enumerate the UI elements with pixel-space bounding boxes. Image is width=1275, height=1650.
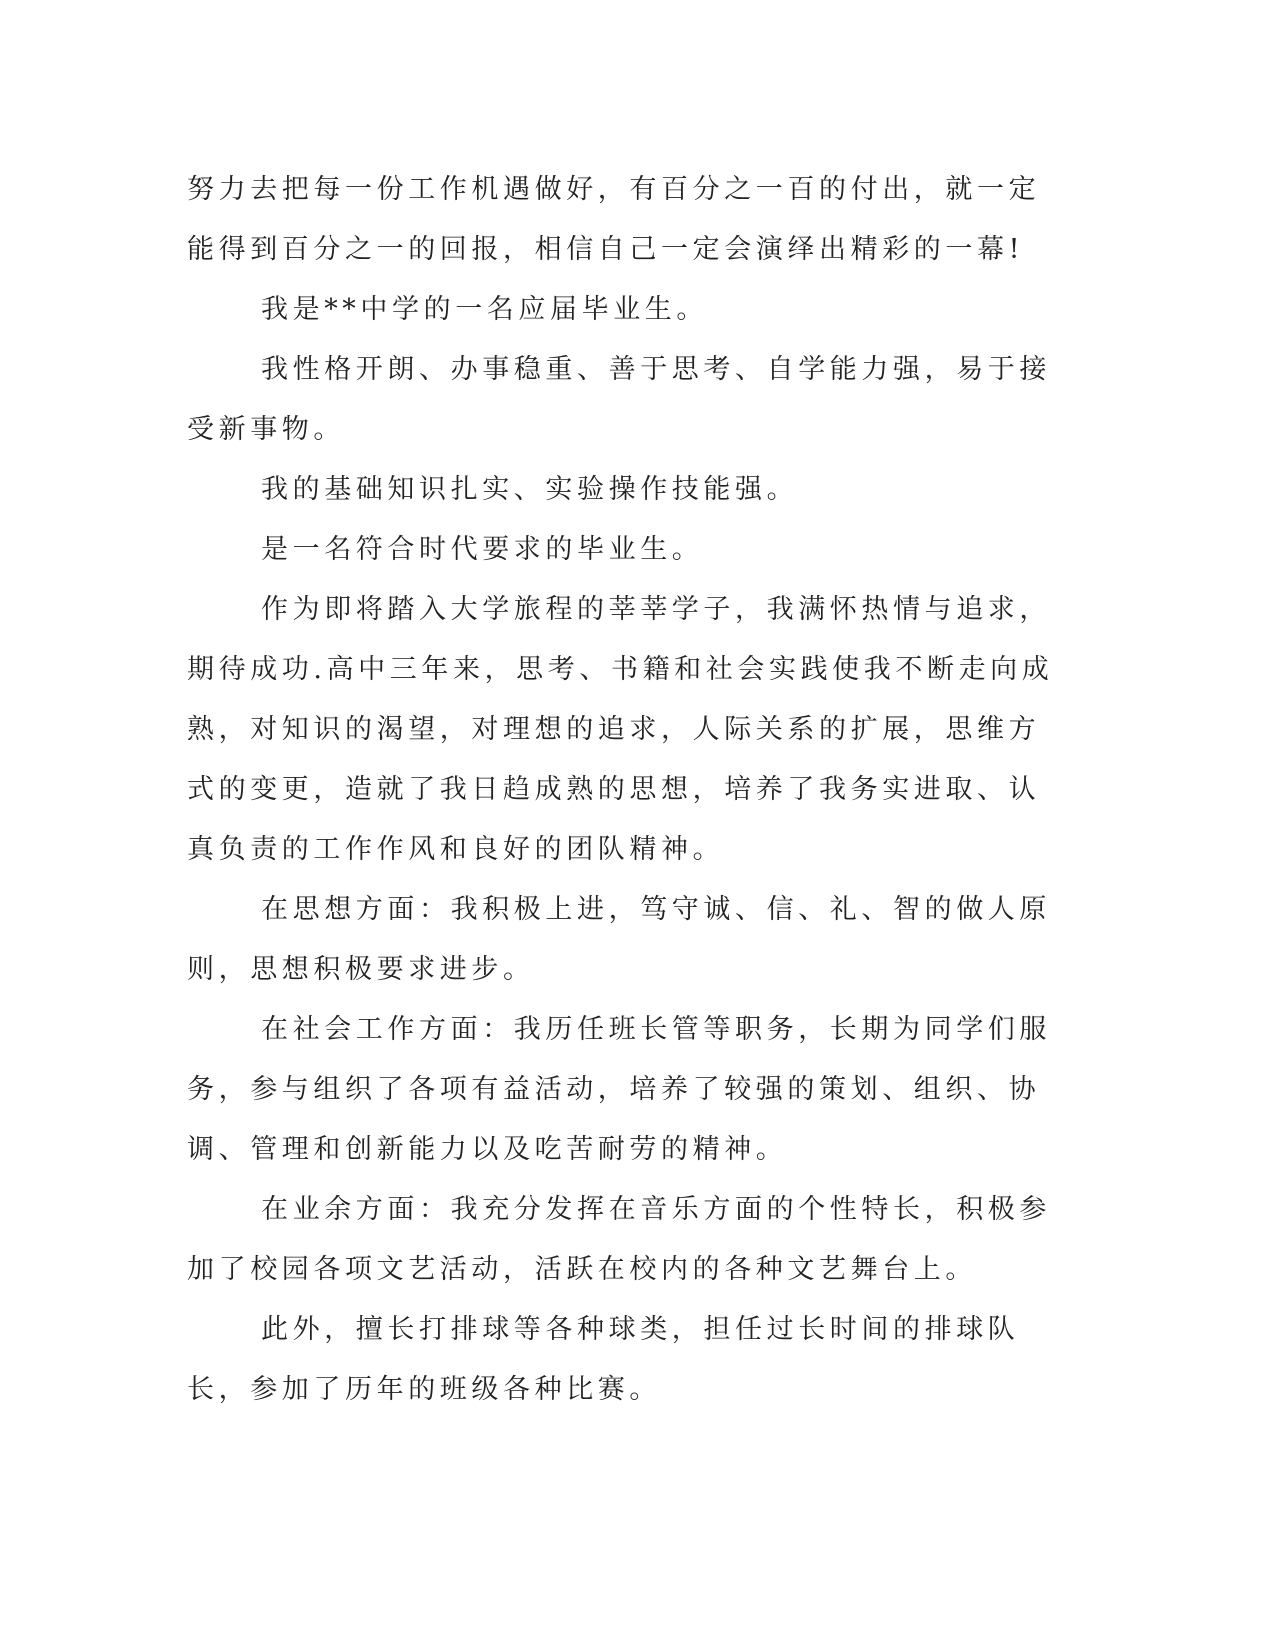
paragraph-continuation: 努力去把每一份工作机遇做好，有百分之一百的付出，就一定能得到百分之一的回报，相信自己一定会演绎出精彩的一幕! [187, 174, 1041, 265]
paragraph-personality: 我性格开朗、办事稳重、善于思考、自学能力强，易于接受新事物。 [187, 354, 1051, 445]
paragraph-qualified: 是一名符合时代要求的毕业生。 [261, 534, 704, 565]
paragraph-ideology: 在思想方面：我积极上进，笃守诚、信、礼、智的做人原则，思想积极要求进步。 [187, 894, 1051, 985]
paragraph-social-work: 在社会工作方面：我历任班长管等职务，长期为同学们服务，参与组织了各项有益活动，培养了较强的策划、组织、协调、管理和创新能力以及吃苦耐劳的精神。 [187, 1014, 1051, 1165]
paragraph-knowledge: 我的基础知识扎实、实验操作技能强。 [261, 474, 799, 505]
paragraph-sports: 此外，擅长打排球等各种球类，担任过长时间的排球队长，参加了历年的班级各种比赛。 [187, 1314, 1020, 1405]
paragraph-graduate-intro: 我是**中学的一名应届毕业生。 [261, 294, 708, 325]
document-body [187, 160, 1067, 1420]
paragraph-high-school-years: 作为即将踏入大学旅程的莘莘学子，我满怀热情与追求，期待成功.高中三年来，思考、书籍和社会实践使我不断走向成熟，对知识的渴望，对理想的追求，人际关系的扩展，思维方式的变更，造就了我日趋成熟的思想，培养了我务实进取、认真负责的工作作风和良好的团队精神。 [187, 594, 1054, 865]
paragraph-hobbies: 在业余方面：我充分发挥在音乐方面的个性特长，积极参加了校园各项文艺活动，活跃在校内的各种文艺舞台上。 [187, 1194, 1051, 1285]
